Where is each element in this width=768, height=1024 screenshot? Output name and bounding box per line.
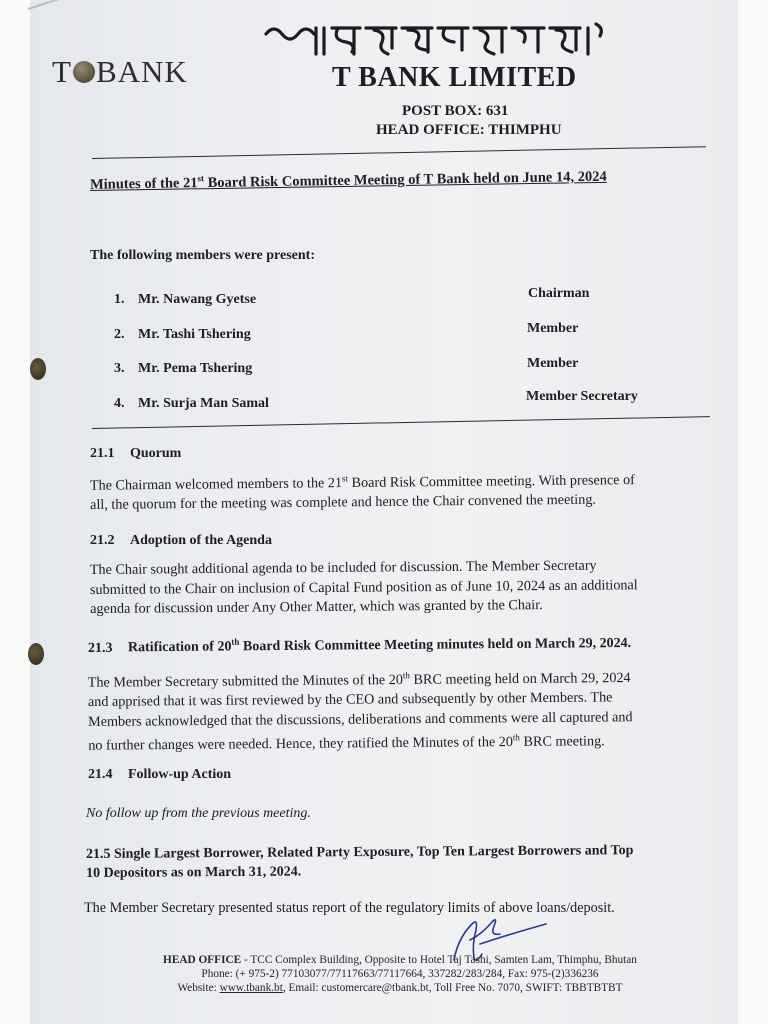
section-heading-ratification: 21.3 Ratification of 20th Board Risk Committee Meeting minutes held on March 29, 2024. xyxy=(87,635,632,656)
letterhead-footer xyxy=(60,953,740,995)
post-box: POST BOX: 631 xyxy=(402,103,509,119)
member-row: 4. Mr. Surja Man Samal xyxy=(114,396,269,411)
document-title: Minutes of the 21st Board Risk Committee Meeting of T Bank held on June 14, 2024 xyxy=(89,168,607,193)
tibetan-script-title xyxy=(262,16,622,60)
punch-hole xyxy=(30,358,46,380)
member-role: Member xyxy=(527,321,579,336)
scan-margin-left xyxy=(0,0,30,1024)
largest-borrowers-paragraph: The Member Secretary presented status report of the regulatory limits of above loans/deposit. xyxy=(84,900,615,916)
member-row: 3. Mr. Pema Tshering xyxy=(114,361,253,376)
scan-margin-right xyxy=(738,0,768,1024)
footer-web-email: Website: www.tbank.bt, Email: customercare@tbank.bt, Toll Free No. 7070, SWIFT: TBBTBTBT xyxy=(177,982,623,994)
ratification-paragraph: The Member Secretary submitted the Minutes of the 20th BRC meeting held on March 29, 2024 and apprised that it was first reviewed by the CEO and subsequently by other Members. The Members acknowledged that the discussions, deliberations and comments were all captured and no further changes were needed. Hence, they ratified the Minutes of the 20th BRC meeting. xyxy=(87,669,633,754)
member-role: Member xyxy=(527,356,579,371)
follow-up-text: No follow up from the previous meeting. xyxy=(86,806,311,821)
member-role: Chairman xyxy=(528,286,590,301)
section-heading-largest-borrowers: 21.5 Single Largest Borrower, Related Party Exposure, Top Ten Largest Borrowers and Top 10 Depositors as on March 31, 2024. xyxy=(85,843,634,881)
footer-contact: Phone: (+ 975-2) 77103077/77117663/77117664, 337282/283/284, Fax: 975-(2)336236 xyxy=(201,968,599,980)
agenda-paragraph: The Chair sought additional agenda to be included for discussion. The Member Secretary submitted to the Chair on inclusion of Capital Fund position as of June 10, 2024 as an additional agenda for discussion under Any Other Matter, which was granted by the Chair. xyxy=(89,557,638,617)
quorum-paragraph: The Chairman welcomed members to the 21st Board Risk Committee meeting. With presence of all, the quorum for the meeting was complete and hence the Chair convened the meeting. xyxy=(89,472,635,514)
head-office-location: HEAD OFFICE: THIMPHU xyxy=(376,122,562,138)
punch-hole xyxy=(28,643,44,665)
website-link[interactable]: www.tbank.bt xyxy=(219,982,283,994)
member-row: 1. Mr. Nawang Gyetse xyxy=(114,292,257,307)
section-heading-quorum: 21.1 Quorum xyxy=(90,446,182,461)
attendees-heading: The following members were present: xyxy=(90,248,315,263)
section-heading-agenda: 21.2 Adoption of the Agenda xyxy=(90,533,272,548)
bank-name: T BANK LIMITED xyxy=(332,62,577,93)
section-heading-follow-up: 21.4 Follow-up Action xyxy=(88,767,232,782)
footer-address: HEAD OFFICE - TCC Complex Building, Opposite to Hotel Taj Tashi, Samten Lam, Thimphu, Bhutan xyxy=(163,954,637,966)
member-row: 2. Mr. Tashi Tshering xyxy=(114,327,251,342)
member-role: Member Secretary xyxy=(526,389,638,404)
bank-logo: T BANK xyxy=(52,54,188,89)
logo-emblem-icon xyxy=(73,61,95,83)
